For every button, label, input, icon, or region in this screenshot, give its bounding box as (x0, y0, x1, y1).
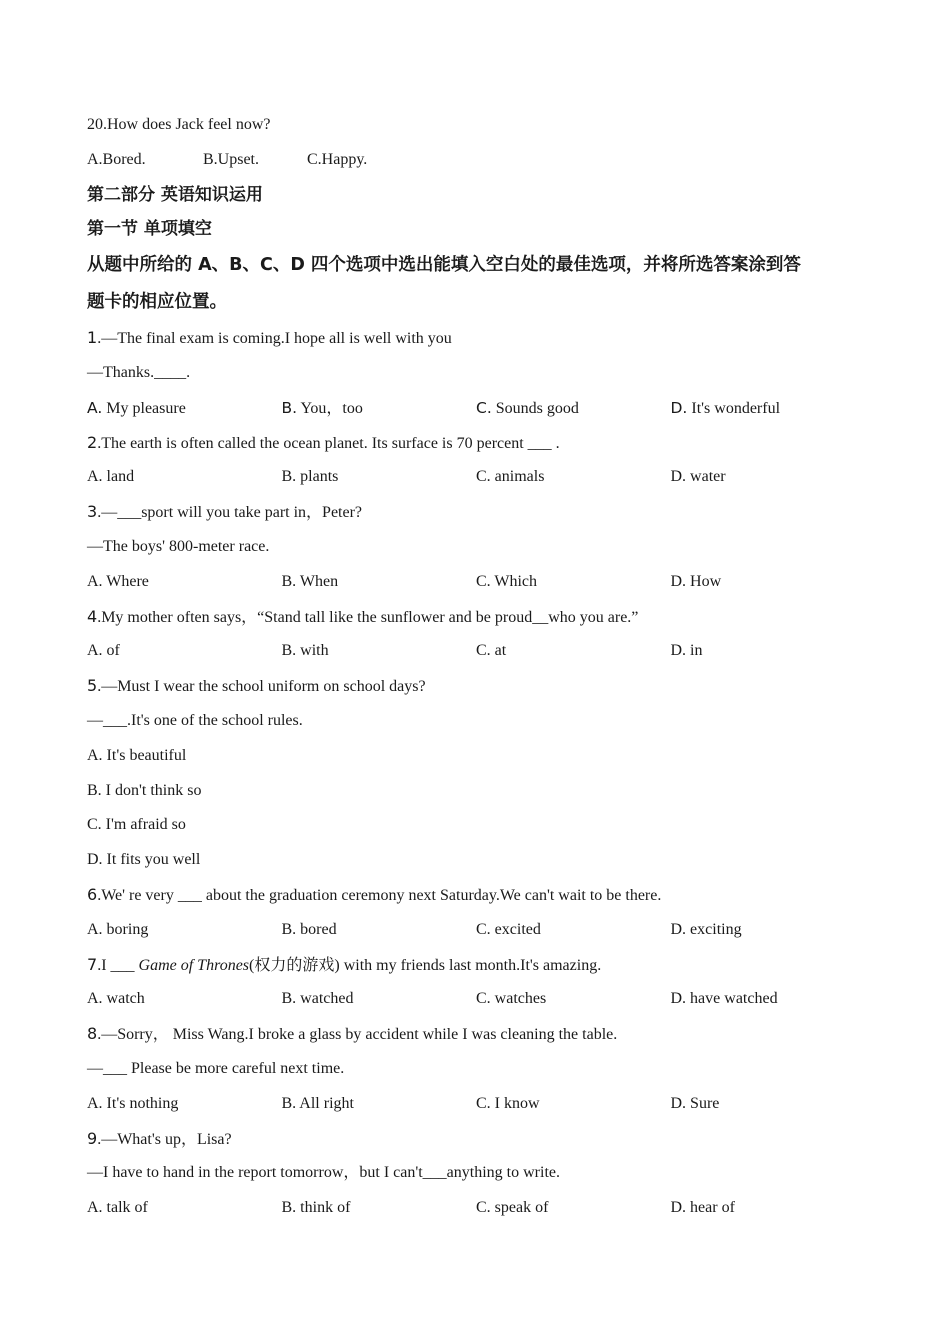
question-2-options (87, 460, 877, 495)
question-5-reply: —___.It's one of the school rules. (87, 711, 303, 729)
question-number: 5 (87, 676, 98, 696)
option-b: B. bored (281, 920, 337, 938)
option-c: C. at (476, 642, 507, 660)
option-c: C. I'm afraid so (87, 816, 186, 834)
question-1-stem: 1.—The final exam is coming.I hope all is well with you (87, 328, 452, 348)
option-c: C. I know (476, 1094, 540, 1112)
option-b: B. think of (281, 1199, 351, 1217)
option-b: B. You，too (281, 398, 363, 417)
question-1-reply: —Thanks.____. (87, 363, 191, 381)
option-c: C. speak of (476, 1199, 549, 1217)
option-c: C. animals (476, 468, 545, 486)
question-5-stem: 5.—Must I wear the school uniform on school days? (87, 676, 426, 696)
option-c: C. watches (476, 990, 547, 1008)
option-a: A. It's beautiful (87, 746, 187, 764)
option-c: C. Which (476, 572, 538, 590)
question-4-stem: 4.My mother often says，“Stand tall like the sunflower and be proud__who you are.” (87, 606, 639, 626)
option-d: D. exciting (670, 920, 742, 938)
option-a: A. talk of (87, 1199, 148, 1217)
question-number: 4 (87, 606, 98, 626)
question-4-options (87, 634, 877, 669)
option-a: A. of (87, 642, 120, 660)
option-c: C. Sounds good (476, 398, 579, 417)
question-8-reply: —___ Please be more careful next time. (87, 1059, 345, 1077)
instruction-line-2: 题卡的相应位置。 (87, 292, 227, 313)
question-9-options (87, 1191, 877, 1226)
option-d: D. water (670, 468, 726, 486)
question-20-stem: 20.How does Jack feel now? (87, 116, 271, 133)
option-b: B. When (281, 572, 339, 590)
question-6-options (87, 913, 877, 948)
option-a: A. Where (87, 572, 149, 590)
question-8-options (87, 1087, 877, 1122)
question-number: 3 (87, 502, 98, 522)
option-a: A. watch (87, 990, 145, 1008)
question-3-reply: —The boys' 800-meter race. (87, 537, 270, 555)
question-6-stem: 6.We' re very ___ about the graduation ceremony next Saturday.We can't wait to be there. (87, 884, 662, 904)
question-9-stem: 9.—What's up，Lisa? (87, 1128, 232, 1148)
instruction-line-1: 从题中所给的 A、B、C、D 四个选项中选出能填入空白处的最佳选项，并将所选答案涂到答 (87, 255, 801, 276)
question-2-stem: 2.The earth is often called the ocean planet. Its surface is 70 percent ___ . (87, 432, 560, 452)
question-20-option-a: A.Bored. (87, 150, 146, 168)
option-b: B. All right (281, 1094, 354, 1112)
question-number: 2 (87, 432, 98, 452)
question-number: 1 (87, 328, 98, 348)
option-a: A. land (87, 468, 135, 486)
option-b: B. I don't think so (87, 781, 202, 799)
option-a: A. boring (87, 920, 149, 938)
option-a: A. It's nothing (87, 1094, 179, 1112)
question-3-options (87, 565, 877, 600)
question-3-stem: 3.—___sport will you take part in，Peter? (87, 502, 363, 522)
option-d: D. hear of (670, 1199, 735, 1217)
option-b: B. with (281, 642, 329, 660)
option-a: A. My pleasure (87, 398, 186, 417)
part-title: 第二部分 英语知识运用 (87, 184, 263, 205)
exam-page (87, 108, 877, 1226)
option-d: D. It fits you well (87, 851, 201, 869)
option-d: D. How (670, 572, 722, 590)
question-9-reply: —I have to hand in the report tomorrow，but I can't___anything to write. (87, 1164, 560, 1182)
question-1-options (87, 391, 877, 426)
question-number: 6 (87, 884, 98, 904)
question-8-stem: 8.—Sorry， Miss Wang.I broke a glass by accident while I was cleaning the table. (87, 1024, 618, 1044)
question-number: 9 (87, 1128, 98, 1148)
section-title: 第一节 单项填空 (87, 219, 212, 240)
option-c: C. excited (476, 920, 541, 938)
question-number: 7 (87, 954, 98, 974)
question-7-options (87, 982, 877, 1017)
question-20-option-b: B.Upset. (203, 150, 259, 168)
work-title: Game of Thrones (138, 956, 250, 974)
option-d: D. It's wonderful (670, 398, 781, 417)
option-b: B. plants (281, 468, 339, 486)
option-d: D. have watched (670, 990, 778, 1008)
option-d: D. in (670, 642, 703, 660)
option-d: D. Sure (670, 1094, 720, 1112)
question-20-options (87, 143, 877, 178)
question-7-stem: 7.I ___ Game of Thrones(权力的游戏) with my friends last month.It's amazing. (87, 954, 602, 974)
option-b: B. watched (281, 990, 354, 1008)
question-20-option-c: C.Happy. (307, 150, 368, 168)
question-number: 8 (87, 1024, 98, 1044)
